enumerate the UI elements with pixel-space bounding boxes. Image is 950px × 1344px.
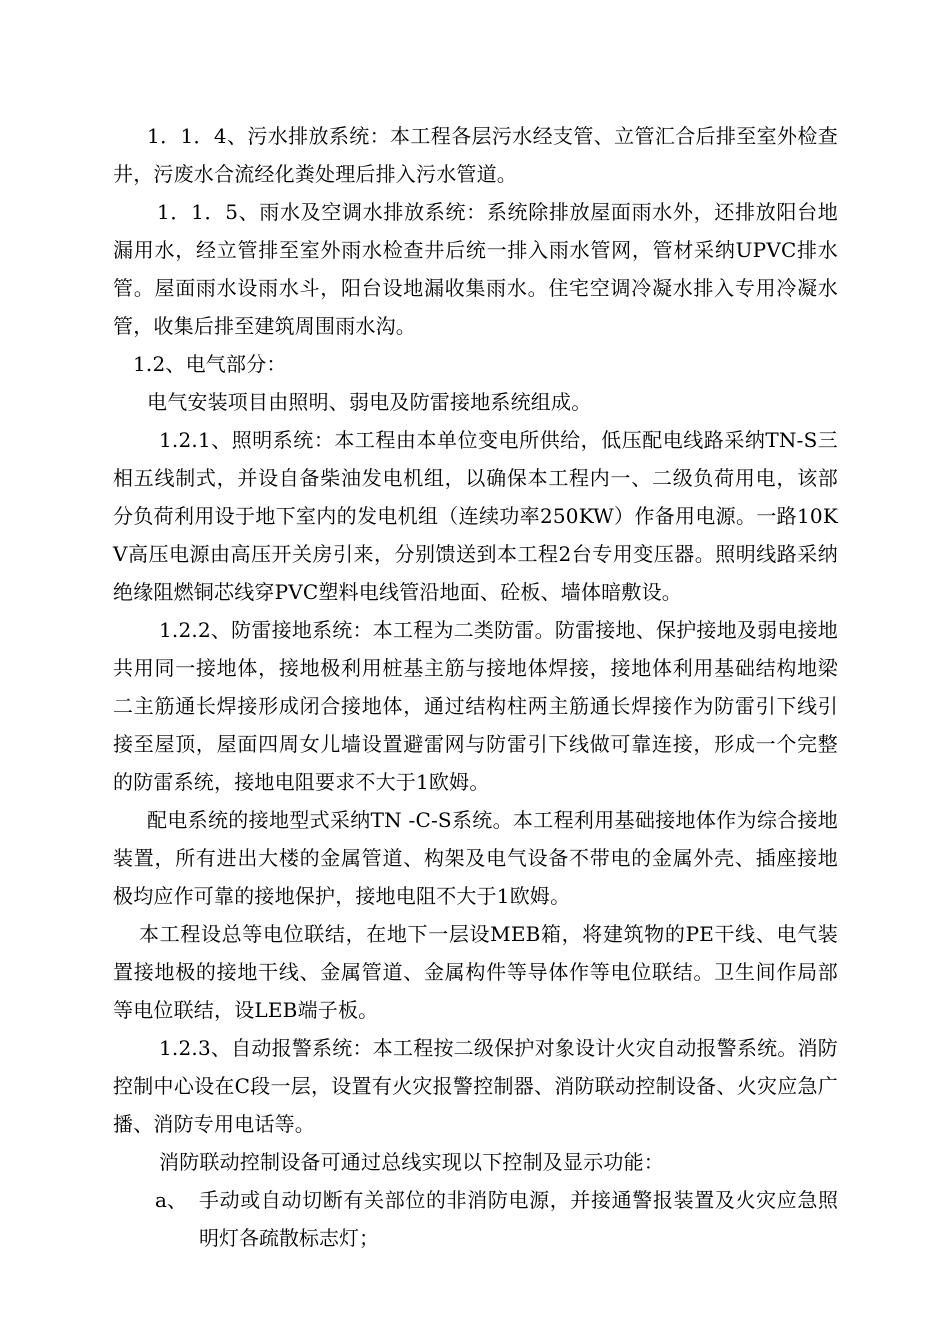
paragraph-lighting-system: 1.2.1、照明系统：本工程由本单位变电所供给，低压配电线路采纳TN-S三相五线制式，并设自备柴油发电机组，以确保本工程内一、二级负荷用电，该部分负荷利用设于地下室内的发电机组（连续功率250KW）作备用电源。一路10KV高压电源由高压开关房引来，分别馈送到本工程2台专用变压器。照明线路采纳绝缘阻燃铜芯线穿PVC塑料电线管沿地面、砼板、墙体暗敷设。 bbox=[113, 428, 838, 604]
paragraph-electrical-overview: 电气安装项目由照明、弱电及防雷接地系统组成。 bbox=[147, 390, 592, 414]
section-heading-electrical: 1.2、电气部分： bbox=[133, 352, 287, 376]
list-item bbox=[113, 1181, 838, 1257]
paragraph-equipotential-bonding: 本工程设总等电位联结，在地下一层设MEB箱，将建筑物的PE干线、电气装置接地极的接地干线、金属管道、金属构件等导体作等电位联结。卫生间作局部等电位联结，设LEB端子板。 bbox=[113, 922, 838, 1022]
paragraph-fire-alarm-system: 1.2.3、自动报警系统：本工程按二级保护对象设计火灾自动报警系统。消防控制中心设在C段一层，设置有火灾报警控制器、消防联动控制设备、火灾应急广播、消防专用电话等。 bbox=[113, 1036, 838, 1136]
paragraph-lightning-grounding: 1.2.2、防雷接地系统：本工程为二类防雷。防雷接地、保护接地及弱电接地共用同一接地体，接地极利用桩基主筋与接地体焊接，接地体利用基础结构地梁二主筋通长焊接形成闭合接地体，通过结构柱两主筋通长焊接作为防雷引下线引接至屋顶，屋面四周女儿墙设置避雷网与防雷引下线做可靠连接，形成一个完整的防雷系统，接地电阻要求不大于1欧姆。 bbox=[113, 618, 838, 794]
paragraph-fire-linkage-intro: 消防联动控制设备可通过总线实现以下控制及显示功能： bbox=[159, 1150, 664, 1174]
document-body bbox=[113, 117, 838, 1257]
list-marker: a、 bbox=[155, 1188, 187, 1212]
paragraph-rainwater-system: 1．1．5、雨水及空调水排放系统：系统除排放屋面雨水外，还排放阳台地漏用水，经立管排至室外雨水检查井后统一排入雨水管网，管材采纳UPVC排水管。屋面雨水设雨水斗，阳台设地漏收集雨水。住宅空调冷凝水排入专用冷凝水管，收集后排至建筑周围雨水沟。 bbox=[113, 200, 838, 338]
list-item-text: 手动或自动切断有关部位的非消防电源，并接通警报装置及火灾应急照明灯各疏散标志灯； bbox=[199, 1188, 838, 1250]
paragraph-sewage-system: 1．1．4、污水排放系统：本工程各层污水经支管、立管汇合后排至室外检查井，污废水合流经化粪处理后排入污水管道。 bbox=[113, 124, 838, 186]
paragraph-distribution-grounding: 配电系统的接地型式采纳TN -C-S系统。本工程利用基础接地体作为综合接地装置，所有进出大楼的金属管道、构架及电气设备不带电的金属外壳、插座接地极均应作可靠的接地保护，接地电阻不大于1欧姆。 bbox=[113, 808, 838, 908]
